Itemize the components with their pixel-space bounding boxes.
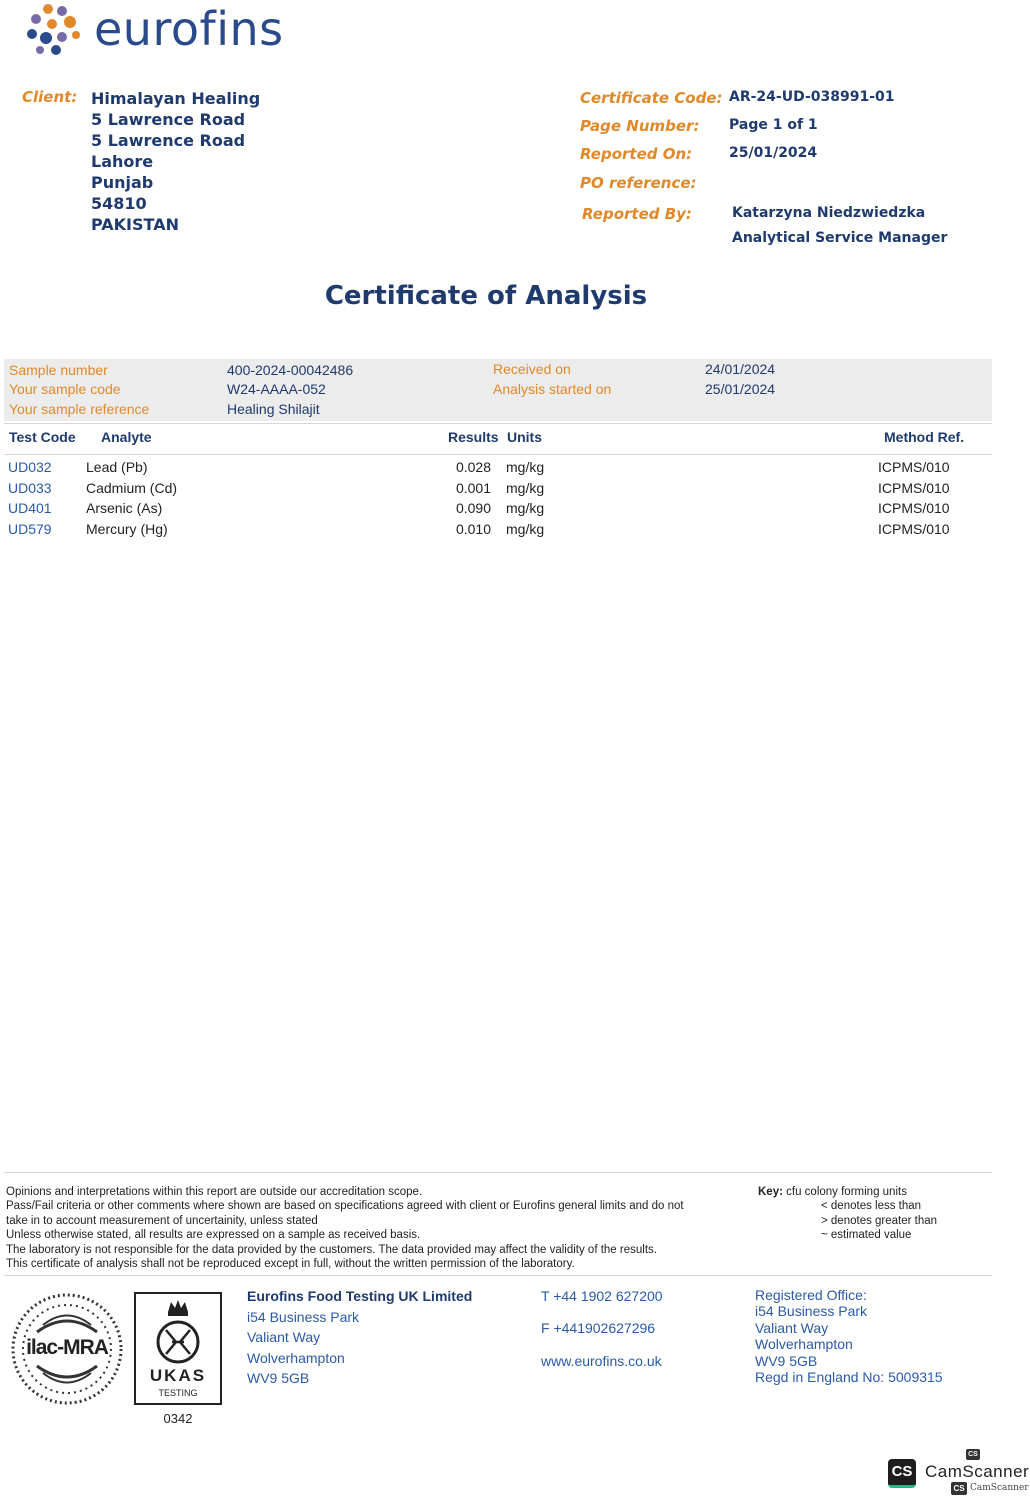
disclaimer-notes — [6, 1185, 746, 1271]
badge-text: CS — [891, 1463, 913, 1480]
reported-on-value: 25/01/2024 — [729, 145, 818, 161]
sample-reference-value: Healing Shilajit — [227, 401, 320, 417]
ilac-mra-logo — [10, 1292, 124, 1406]
received-on-label: Received on — [493, 361, 571, 377]
company-address — [247, 1286, 472, 1389]
camscanner-watermark — [888, 1447, 1028, 1499]
key-line: cfu colony forming units — [786, 1186, 907, 1198]
registered-line: Valiant Way — [755, 1319, 829, 1336]
company-line: i54 Business Park — [247, 1308, 360, 1325]
reported-by-name: Katarzyna Niedzwiedzka — [732, 205, 926, 221]
company-line: Valiant Way — [247, 1329, 321, 1345]
method-cell: ICPMS/010 — [878, 479, 950, 496]
sample-reference-label: Your sample reference — [9, 401, 150, 417]
ukas-text: UKAS — [149, 1366, 207, 1385]
page-number-label: Page Number: — [580, 117, 700, 135]
page-number-value: Page 1 of 1 — [729, 117, 818, 133]
badge-text: CS — [953, 1484, 965, 1493]
table-row — [0, 480, 1000, 501]
analysis-started-label: Analysis started on — [493, 381, 612, 397]
registered-line: Wolverhampton — [755, 1336, 853, 1353]
client-address — [91, 88, 260, 235]
result-cell: 0.028 — [455, 459, 491, 475]
sample-number-value: 400-2024-00042486 — [227, 362, 354, 378]
results-table-body — [0, 459, 1000, 541]
note-line: The laboratory is not responsible for the data provided by the customers. The data provided may affect the validity of the results. — [6, 1243, 657, 1256]
note-line: Opinions and interpretations within this report are outside our accreditation scope. — [6, 1186, 423, 1198]
table-row — [0, 459, 1000, 480]
badge-text: CS — [968, 1451, 978, 1458]
result-cell: 0.010 — [455, 520, 491, 537]
units-cell: mg/kg — [506, 520, 545, 537]
ukas-logo — [134, 1292, 222, 1405]
table-row — [0, 500, 1000, 521]
note-line: take in to account measurement of uncertainity, unless stated — [6, 1214, 318, 1227]
units-cell: mg/kg — [506, 459, 545, 475]
client-line: PAKISTAN — [91, 215, 179, 234]
method-cell: ICPMS/010 — [878, 520, 950, 537]
footer-top-divider — [4, 1172, 992, 1173]
table-top-divider — [4, 423, 992, 424]
sample-code-label: Your sample code — [9, 381, 121, 397]
certificate-code-value: AR-24-UD-038991-01 — [729, 89, 895, 105]
phone-number: T +44 1902 627200 — [541, 1288, 663, 1304]
test-code-cell: UD033 — [8, 479, 52, 496]
client-line: 5 Lawrence Road — [91, 110, 246, 129]
note-line: This certificate of analysis shall not be reproduced except in full, without the written permission of the laboratory. — [6, 1258, 575, 1271]
analyte-cell: Lead (Pb) — [86, 459, 148, 475]
eurofins-dots-icon — [26, 2, 84, 58]
ukas-subtext: TESTING — [158, 1388, 198, 1398]
method-cell: ICPMS/010 — [878, 500, 950, 516]
table-row — [0, 521, 1000, 542]
test-code-cell: UD032 — [8, 459, 52, 475]
camscanner-small-badge-bottom — [951, 1482, 967, 1495]
received-on-value: 24/01/2024 — [705, 361, 776, 377]
client-line: Himalayan Healing — [91, 89, 261, 108]
reported-on-label: Reported On: — [580, 145, 693, 163]
key-line: > denotes greater than — [821, 1214, 938, 1227]
header-test-code: Test Code — [9, 429, 76, 445]
test-code-cell: UD579 — [8, 520, 52, 537]
registered-line: WV9 5GB — [755, 1352, 818, 1369]
ukas-number: 0342 — [163, 1411, 193, 1426]
registered-line: Registered Office: — [755, 1287, 867, 1303]
camscanner-name: CamScanner — [925, 1462, 1030, 1481]
reported-by-label: Reported By: — [582, 205, 692, 223]
note-line: Unless otherwise stated, all results are expressed on a sample as received basis. — [6, 1229, 421, 1242]
ukas-crown-icon — [136, 1296, 220, 1368]
sample-number-label: Sample number — [9, 362, 108, 378]
company-line: WV9 5GB — [247, 1370, 310, 1386]
header-units: Units — [507, 429, 542, 445]
key-label: Key: — [758, 1186, 783, 1198]
analyte-cell: Arsenic (As) — [86, 500, 163, 516]
sample-code-value: W24-AAAA-052 — [227, 381, 326, 397]
key-line: ~ estimated value — [821, 1229, 912, 1242]
camscanner-small-badge-top — [966, 1449, 980, 1460]
camscanner-small-name: CamScanner — [970, 1483, 1029, 1493]
test-code-cell: UD401 — [8, 500, 52, 516]
company-name: Eurofins Food Testing UK Limited — [247, 1288, 473, 1304]
ilac-text: ilac-MRA — [26, 1336, 108, 1359]
analyte-cell: Cadmium (Cd) — [86, 479, 178, 496]
key-legend — [758, 1185, 998, 1243]
eurofins-logo — [26, 2, 326, 58]
certificate-code-label: Certificate Code: — [580, 89, 723, 107]
brand-name: eurofins — [94, 2, 284, 56]
result-cell: 0.001 — [455, 479, 491, 496]
website-link[interactable]: www.eurofins.co.uk — [541, 1353, 662, 1369]
registered-office — [755, 1287, 943, 1385]
reported-by-role: Analytical Service Manager — [732, 230, 948, 246]
po-reference-label: PO reference: — [580, 174, 697, 192]
camscanner-badge-icon — [888, 1459, 916, 1488]
client-line: Lahore — [91, 152, 154, 171]
units-cell: mg/kg — [506, 500, 545, 516]
analysis-started-value: 25/01/2024 — [705, 381, 776, 397]
table-header-divider — [4, 454, 992, 455]
method-cell: ICPMS/010 — [878, 459, 950, 475]
header-method: Method Ref. — [884, 429, 965, 445]
result-cell: 0.090 — [455, 500, 491, 516]
units-cell: mg/kg — [506, 479, 545, 496]
registered-line: Regd in England No: 5009315 — [755, 1369, 943, 1386]
client-label: Client: — [22, 88, 78, 106]
key-line: < denotes less than — [821, 1200, 922, 1213]
footer-mid-divider — [4, 1275, 992, 1276]
company-line: Wolverhampton — [247, 1349, 345, 1366]
client-line: Punjab — [91, 173, 154, 192]
header-analyte: Analyte — [101, 429, 152, 445]
header-results: Results — [448, 429, 499, 445]
fax-number: F +441902627296 — [541, 1320, 656, 1336]
key-first-line — [758, 1185, 998, 1199]
page-title: Certificate of Analysis — [324, 281, 648, 311]
registered-line: i54 Business Park — [755, 1303, 868, 1320]
client-line: 5 Lawrence Road — [91, 131, 246, 150]
client-line: 54810 — [91, 194, 147, 213]
note-line: Pass/Fail criteria or other comments where shown are based on specifications agreed with client or Eurofins general limits and do not — [6, 1200, 684, 1213]
analyte-cell: Mercury (Hg) — [86, 520, 168, 537]
